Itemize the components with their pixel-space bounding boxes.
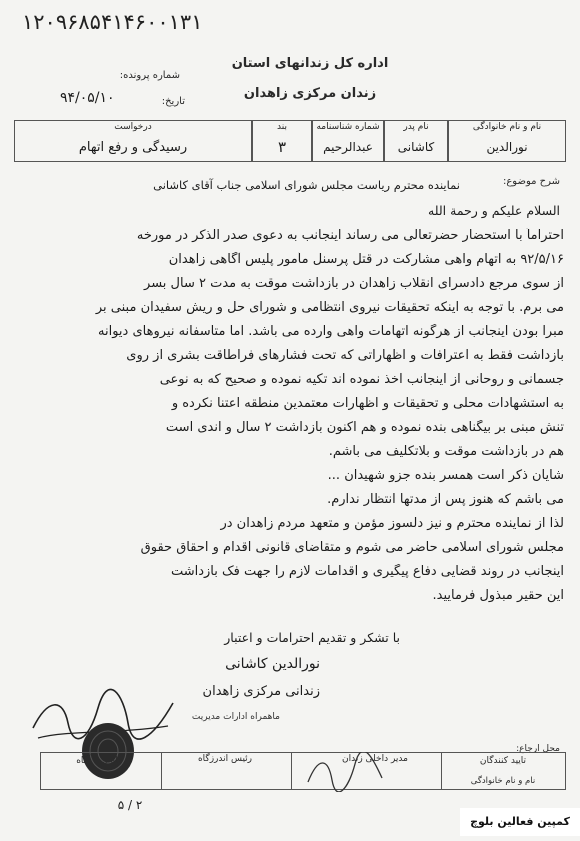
letter-body-line: این حقیر مبذول فرمایید. (432, 588, 564, 603)
name-cell (448, 120, 566, 162)
org-title-line-2: زندان مرکزی زاهدان (243, 86, 377, 101)
closing-line: با تشکر و تقدیم احترامات و اعتبار (224, 630, 400, 645)
father-cell (312, 120, 384, 162)
bottom-left-label: ماه ..... آگاه (76, 756, 123, 766)
name-value: نورالدین (486, 140, 528, 154)
signature-name: نورالدین کاشانی (225, 656, 320, 672)
ward-cell (252, 120, 312, 162)
subject-label: شرح موضوع: (502, 176, 560, 187)
letter-body-line: جسمانی و روحانی از اینجانب اخذ نموده اند تکیه نموده و صحیح که به نوعی (159, 372, 564, 387)
signature-title: زندانی مرکزی زاهدان (202, 684, 320, 699)
approver-label: تایید کنندگان (479, 756, 527, 766)
letter-body-line: لذا از نماینده محترم و نیز دلسوز مؤمن و متعهد مردم زاهدان در (220, 516, 564, 531)
file-number-label: شماره پرونده: (119, 70, 180, 81)
addressee-line: نماینده محترم ریاست مجلس شورای اسلامی جناب آقای کاشانی (153, 178, 460, 192)
letter-body-line: مبرا بودن اینجانب از هرگونه اتهامات واهی وارده می باشد. اما متاسفانه نیروهای دیوانه (98, 324, 564, 339)
box-divider-1 (161, 753, 162, 789)
greeting-line: السلام علیکم و رحمة الله (428, 203, 560, 218)
letter-body-line: از سوی مرجع دادسرای انقلاب زاهدان در بازداشت موقت به مدت ۲ سال بسر (144, 276, 564, 291)
request-label: درخواست (114, 122, 152, 132)
letter-body-line: به استشهادات محلی و تحقیقات و اظهارات معتمدین منطقه اعتنا نکرده و (171, 396, 564, 411)
father-value: عبدالرحیم (323, 140, 373, 154)
request-cell (14, 120, 252, 162)
ward-value: ۳ (277, 138, 287, 156)
letter-body-line: شایان ذکر است همسر بنده جزو شهیدان ... (327, 468, 564, 483)
info-table (14, 120, 566, 162)
director-label: مدیر داخلی زندان (342, 754, 408, 764)
date-label: تاریخ: (161, 96, 185, 107)
page-number: ۵ / ۲ (117, 798, 143, 812)
ward-label: بند (277, 122, 287, 132)
letter-body-line: بازداشت فقط به اعترافات و اظهاراتی که تحت فشارهای فراطاقت بشری از روی (126, 348, 564, 363)
letter-body-line: احتراماً با استحضار حضرتعالی می رساند اینجانب به دعوی صدر الذکر در مورخه (136, 228, 564, 243)
letter-body-line: ۹۲/۵/۱۶ به اتهام واهی مشارکت در قتل پرسنل مأمور پلیس آگاهی زاهدان (168, 252, 564, 267)
request-value: رسیدگی و رفع اتهام (78, 140, 188, 155)
handwritten-id-number: ۱۲۰۹۶۸۵۴۱۴۶۰۰۱۳۱ (22, 10, 203, 34)
father-label: نام پدر (403, 122, 429, 132)
name-label: نام و نام خانوادگی (472, 122, 542, 132)
box-divider-2 (291, 753, 292, 789)
family-cell (384, 120, 448, 162)
date-value: ۹۴/۰۵/۱۰ (60, 90, 115, 106)
approver-name-label: نام و نام خانوادگی (470, 776, 536, 786)
box-divider-3 (441, 753, 442, 789)
family-value: کاشانی (397, 140, 435, 154)
stamp-text: ماهمراه ادارات مدیریت (191, 712, 280, 722)
action-label: محل ارجاع: (516, 744, 560, 754)
letter-body-line: می برم. با توجه به اینکه تحقیقات نیروی انتظامی و شورای حل و ریش سفیدان مبنی بر (95, 300, 564, 315)
warden-label: رئیس اندرزگاه (197, 754, 253, 764)
letter-body-line: مجلس شورای اسلامی حاضر می شوم و متقاضای قانونی اقدام و احقاق حقوق (140, 540, 564, 555)
org-title-line-1: اداره کل زندانهای استان (231, 56, 389, 71)
id-label: شماره شناسنامه (316, 122, 380, 132)
letter-body-line: می باشم که هنوز پس از مدتها انتظار ندارم. (327, 492, 564, 507)
director-signature (300, 752, 390, 792)
letter-body-line: هم در بازداشت موقت و بلاتکلیف می باشم. (328, 444, 564, 459)
letter-body-line: تنش مبنی بر بیگناهی بنده نموده و هم اکنون بازداشت ۲ سال و اندی است (165, 420, 564, 435)
letter-body (16, 228, 564, 618)
source-label: کمپین فعالین بلوچ (460, 808, 580, 836)
letter-body-line: اینجانب در روند قضایی دفاع پیگیری و اقدامات لازم را جهت فک بازداشت (170, 564, 564, 579)
